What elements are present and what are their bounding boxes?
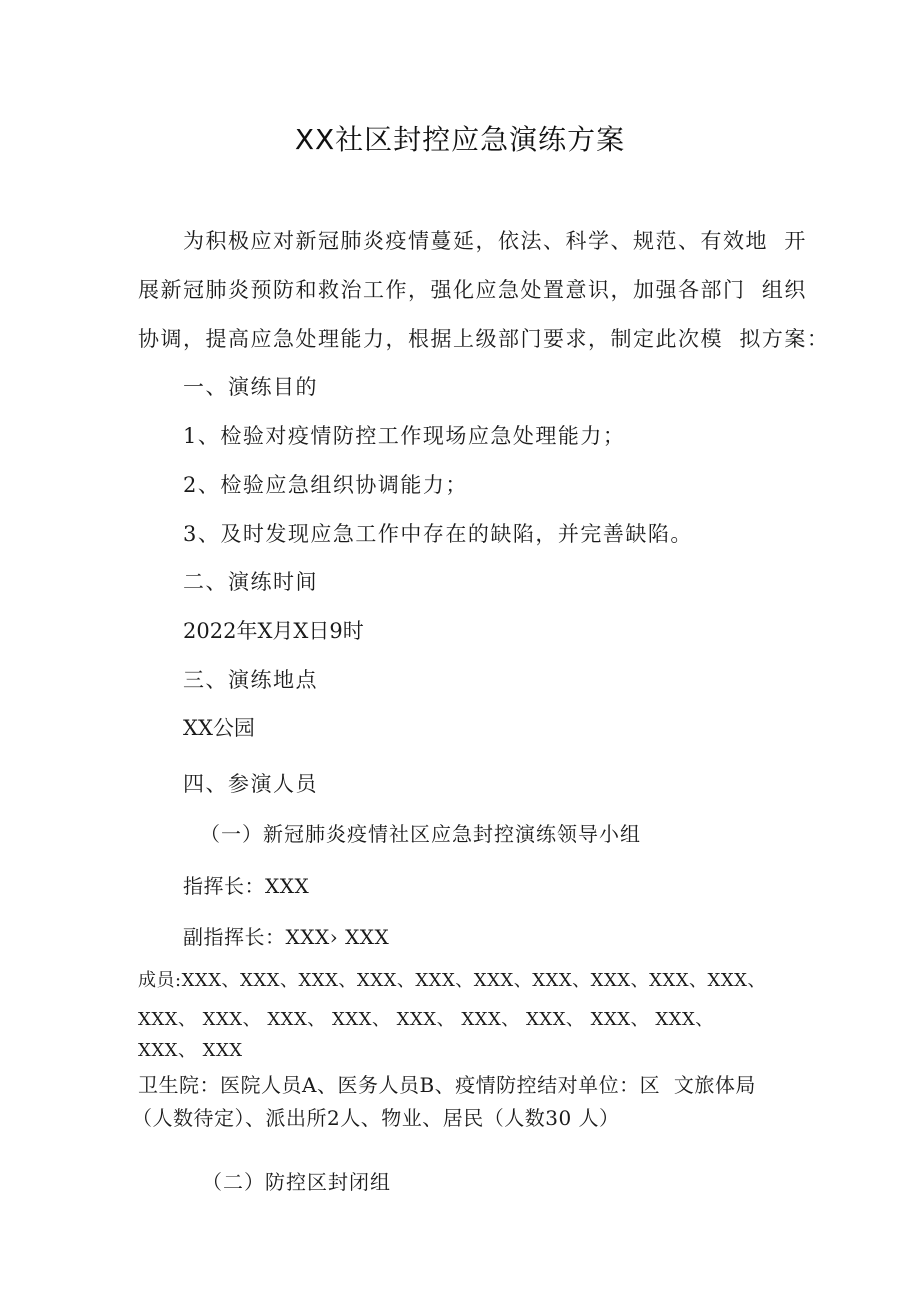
page-title: XX社区封控应急演练方案 <box>294 123 626 156</box>
section-heading-time: 二、演练时间 <box>183 570 318 594</box>
members-line-2: XXX、 XXX、 XXX、 XXX、 XXX、 XXX、 XXX、 XXX、 XXX、 <box>138 1009 714 1030</box>
section-heading-location: 三、演练地点 <box>183 668 318 692</box>
deputy-commander: 副指挥长：XXX› XXX <box>183 925 390 949</box>
group1-heading: （一）新冠肺炎疫情社区应急封控演练领导小组 <box>200 822 641 846</box>
health-line-1: 卫生院：医院人员A、医务人员B、疫情防控结对单位：区 文旅体局 <box>138 1073 756 1097</box>
members-line-3: XXX、 XXX <box>138 1040 243 1061</box>
intro-line-1: 为积极应对新冠肺炎疫情蔓延，依法、科学、规范、有效地 开 <box>183 229 807 253</box>
commander: 指挥长：XXX <box>183 874 310 898</box>
intro-line-3: 协调，提高应急处理能力，根据上级部门要求，制定此次模 拟方案： <box>138 327 830 351</box>
drill-location: XX公园 <box>183 716 255 740</box>
health-line-2: （人数待定）、派出所2人、物业、居民（人数30 人） <box>132 1106 620 1130</box>
group2-heading: （二）防控区封闭组 <box>202 1170 391 1194</box>
purpose-item-3: 3、及时发现应急工作中存在的缺陷，并完善缺陷。 <box>183 522 693 546</box>
section-heading-participants: 四、参演人员 <box>183 772 318 796</box>
purpose-item-1: 1、检验对疫情防控工作现场应急处理能力； <box>183 424 626 448</box>
section-heading-purpose: 一、演练目的 <box>183 375 318 399</box>
drill-time: 2022年X月X日9时 <box>183 619 364 643</box>
purpose-item-2: 2、检验应急组织协调能力； <box>183 473 468 497</box>
members-line-1: 成员:XXX、XXX、XXX、XXX、XXX、XXX、XXX、XXX、XXX、XXX、 <box>138 970 766 991</box>
intro-line-2: 展新冠肺炎预防和救治工作，强化应急处置意识，加强各部门 组织 <box>138 278 807 302</box>
